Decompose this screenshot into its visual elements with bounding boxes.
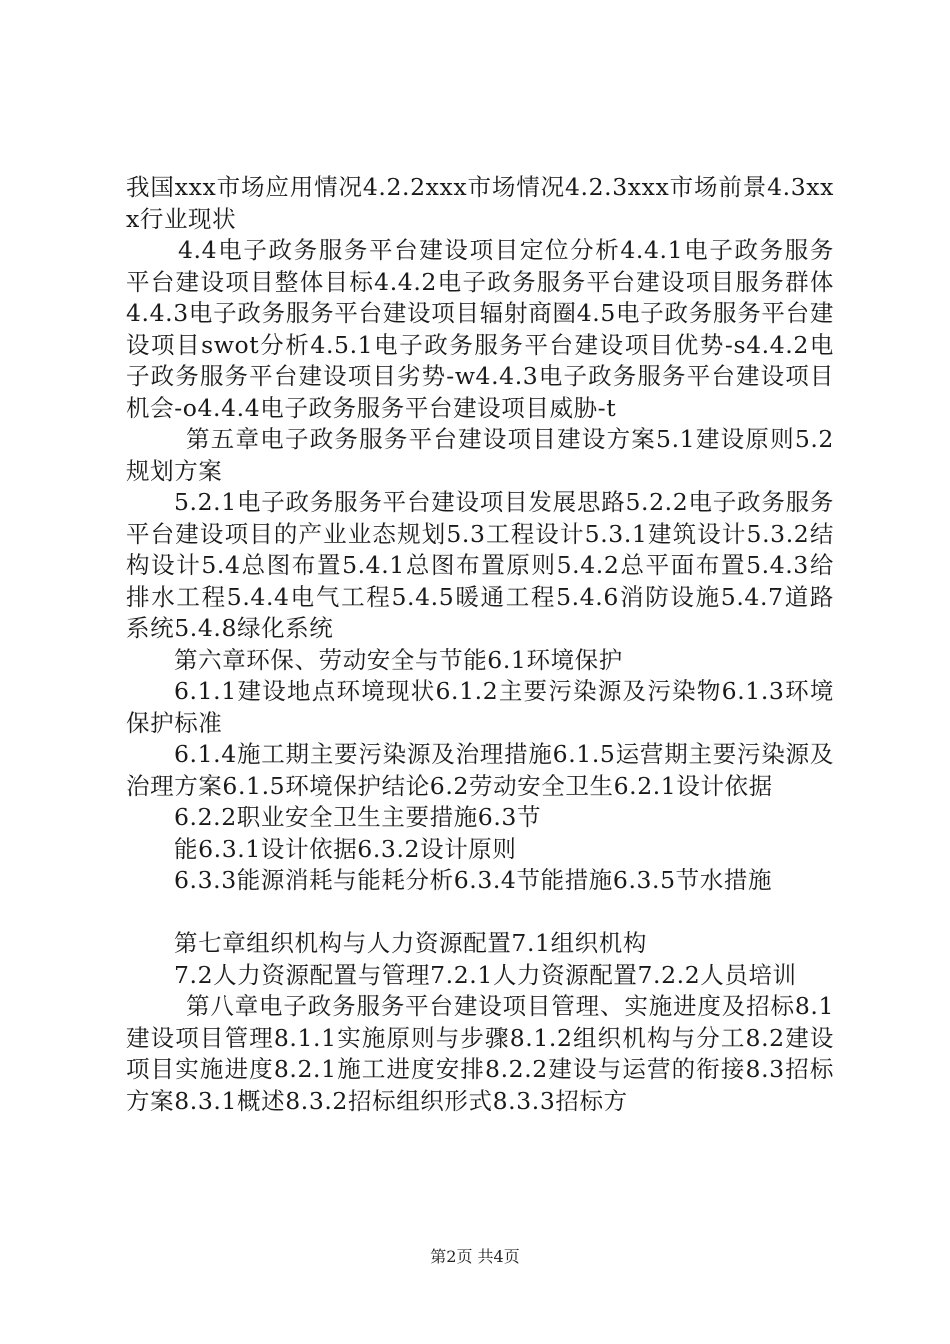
paragraph-chapter-7-heading: 第七章组织机构与人力资源配置7.1组织机构 xyxy=(174,929,647,957)
page-number-footer: 第2页 共4页 xyxy=(430,1247,520,1266)
paragraph-environment-status: 6.1.1建设地点环境现状6.1.2主要污染源及污染物6.1.3环境保护标准 xyxy=(126,677,834,737)
paragraph-positioning-analysis: 4.4电子政务服务平台建设项目定位分析4.4.1电子政务服务平台建设项目整体目标4.4.2电子政务服务平台建设项目服务群体4.4.3电子政务服务平台建设项目辐射商圈4.5电子政务服务平台建设项目swot分析4.5.1电子政务服务平台建设项目优势-s4.4.2电子政务服务平台建设项目劣势-w4.4.3电子政务服务平台建设项目机会-o4.4.4电子政务服务平台建设项目威胁-t xyxy=(126,236,834,422)
paragraph-chapter-5-details: 5.2.1电子政务服务平台建设项目发展思路5.2.2电子政务服务平台建设项目的产业业态规划5.3工程设计5.3.1建筑设计5.3.2结构设计5.4总图布置5.4.1总图布置原则5.4.2总平面布置5.4.3给排水工程5.4.4电气工程5.4.5暖通工程5.4.6消防设施5.4.7道路系统5.4.8绿化系统 xyxy=(126,488,834,642)
paragraph-safety-measures: 6.2.2职业安全卫生主要措施6.3节 xyxy=(174,803,542,831)
paragraph-human-resources: 7.2人力资源配置与管理7.2.1人力资源配置7.2.2人员培训 xyxy=(174,960,797,989)
paragraph-chapter-5-heading: 第五章电子政务服务平台建设项目建设方案5.1建设原则5.2规划方案 xyxy=(126,425,834,485)
document-body xyxy=(126,172,834,1117)
paragraph-pollution-control: 6.1.4施工期主要污染源及治理措施6.1.5运营期主要污染源及治理方案6.1.5环境保护结论6.2劳动安全卫生6.2.1设计依据 xyxy=(126,740,834,800)
paragraph-spacer xyxy=(126,897,834,929)
paragraph-energy-saving: 6.3.3能源消耗与能耗分析6.3.4节能措施6.3.5节水措施 xyxy=(174,866,773,894)
paragraph-energy-design: 能6.3.1设计依据6.3.2设计原则 xyxy=(174,834,517,863)
paragraph-chapter-8: 第八章电子政务服务平台建设项目管理、实施进度及招标8.1建设项目管理8.1.1实施原则与步骤8.1.2组织机构与分工8.2建设项目实施进度8.2.1施工进度安排8.2.2建设与运营的衔接8.3招标方案8.3.1概述8.3.2招标组织形式8.3.3招标方 xyxy=(126,992,834,1115)
paragraph-market-status: 我国xxx市场应用情况4.2.2xxx市场情况4.2.3xxx市场前景4.3xxx行业现状 xyxy=(126,173,834,233)
paragraph-chapter-6-heading: 第六章环保、劳动安全与节能6.1环境保护 xyxy=(174,645,623,674)
